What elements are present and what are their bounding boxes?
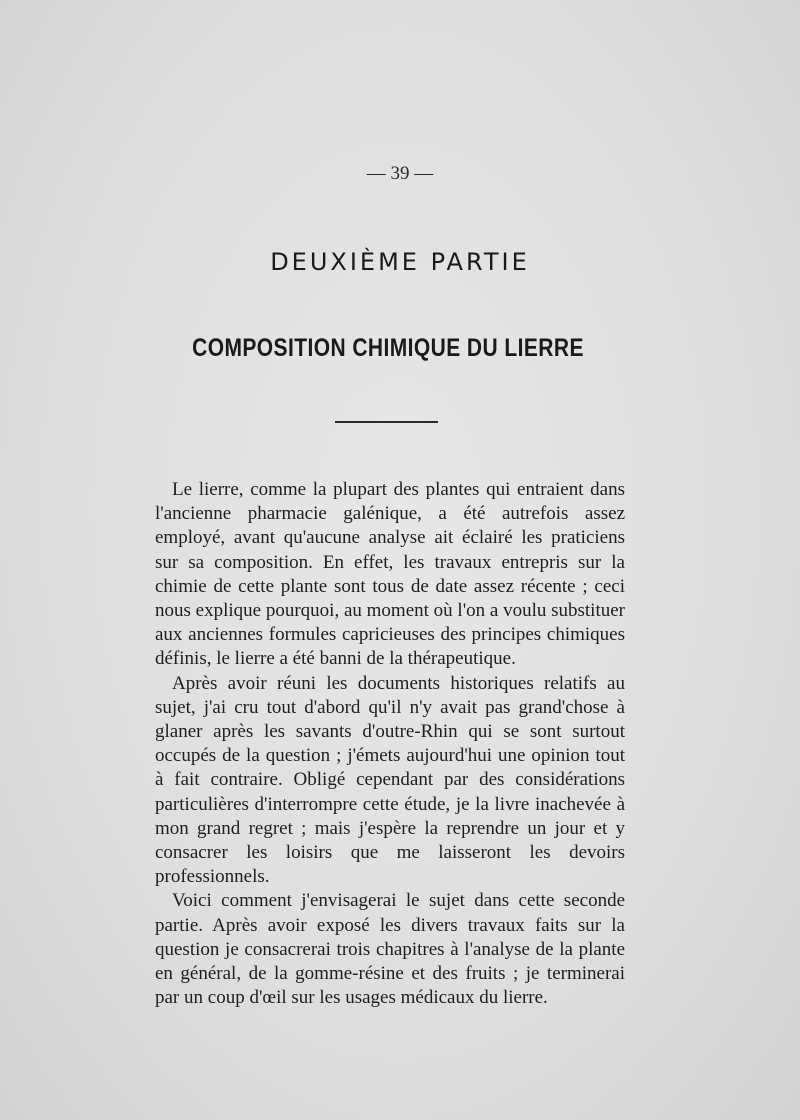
body-text	[155, 478, 625, 1010]
paragraph: Voici comment j'envisagerai le sujet dans cette seconde partie. Après avoir exposé les divers travaux faits sur la question je consacrerai trois chapitres à l'analyse de la plante en général, de la gomme-résine et des fruits ; je terminerai par un coup d'œil sur les usages médicaux du lierre.	[155, 890, 625, 1009]
paragraph: Le lierre, comme la plupart des plantes qui entraient dans l'ancienne pharmacie galénique, a été autrefois assez employé, avant qu'aucune analyse ait éclairé les praticiens sur sa composition. En effet, les travaux entrepris sur la chimie de cette plante sont tous de date assez récente ; ceci nous explique pourquoi, au moment où l'on a voulu substituer aux anciennes formules capricieuses des principes chimiques définis, le lierre a été banni de la thérapeutique.	[155, 479, 625, 670]
part-title: DEUXIÈME PARTIE	[270, 248, 530, 276]
paragraph: Après avoir réuni les documents historiques relatifs au sujet, j'ai cru tout d'abord qu'il n'y avait pas grand'chose à glaner après les savants d'outre-Rhin qui se sont surtout occupés de la question ; j'émets aujourd'hui une opinion tout à fait contraire. Obligé cependant par des considérations particulières d'interrompre cette étude, je la livre inachevée à mon grand regret ; mais j'espère la reprendre un jour et y consacrer les loisirs que me laisseront les devoirs professionnels.	[155, 672, 625, 888]
chapter-title: COMPOSITION CHIMIQUE DU LIERRE	[192, 334, 584, 362]
title-divider-rule	[335, 421, 438, 423]
page-number: — 39 —	[366, 163, 434, 184]
